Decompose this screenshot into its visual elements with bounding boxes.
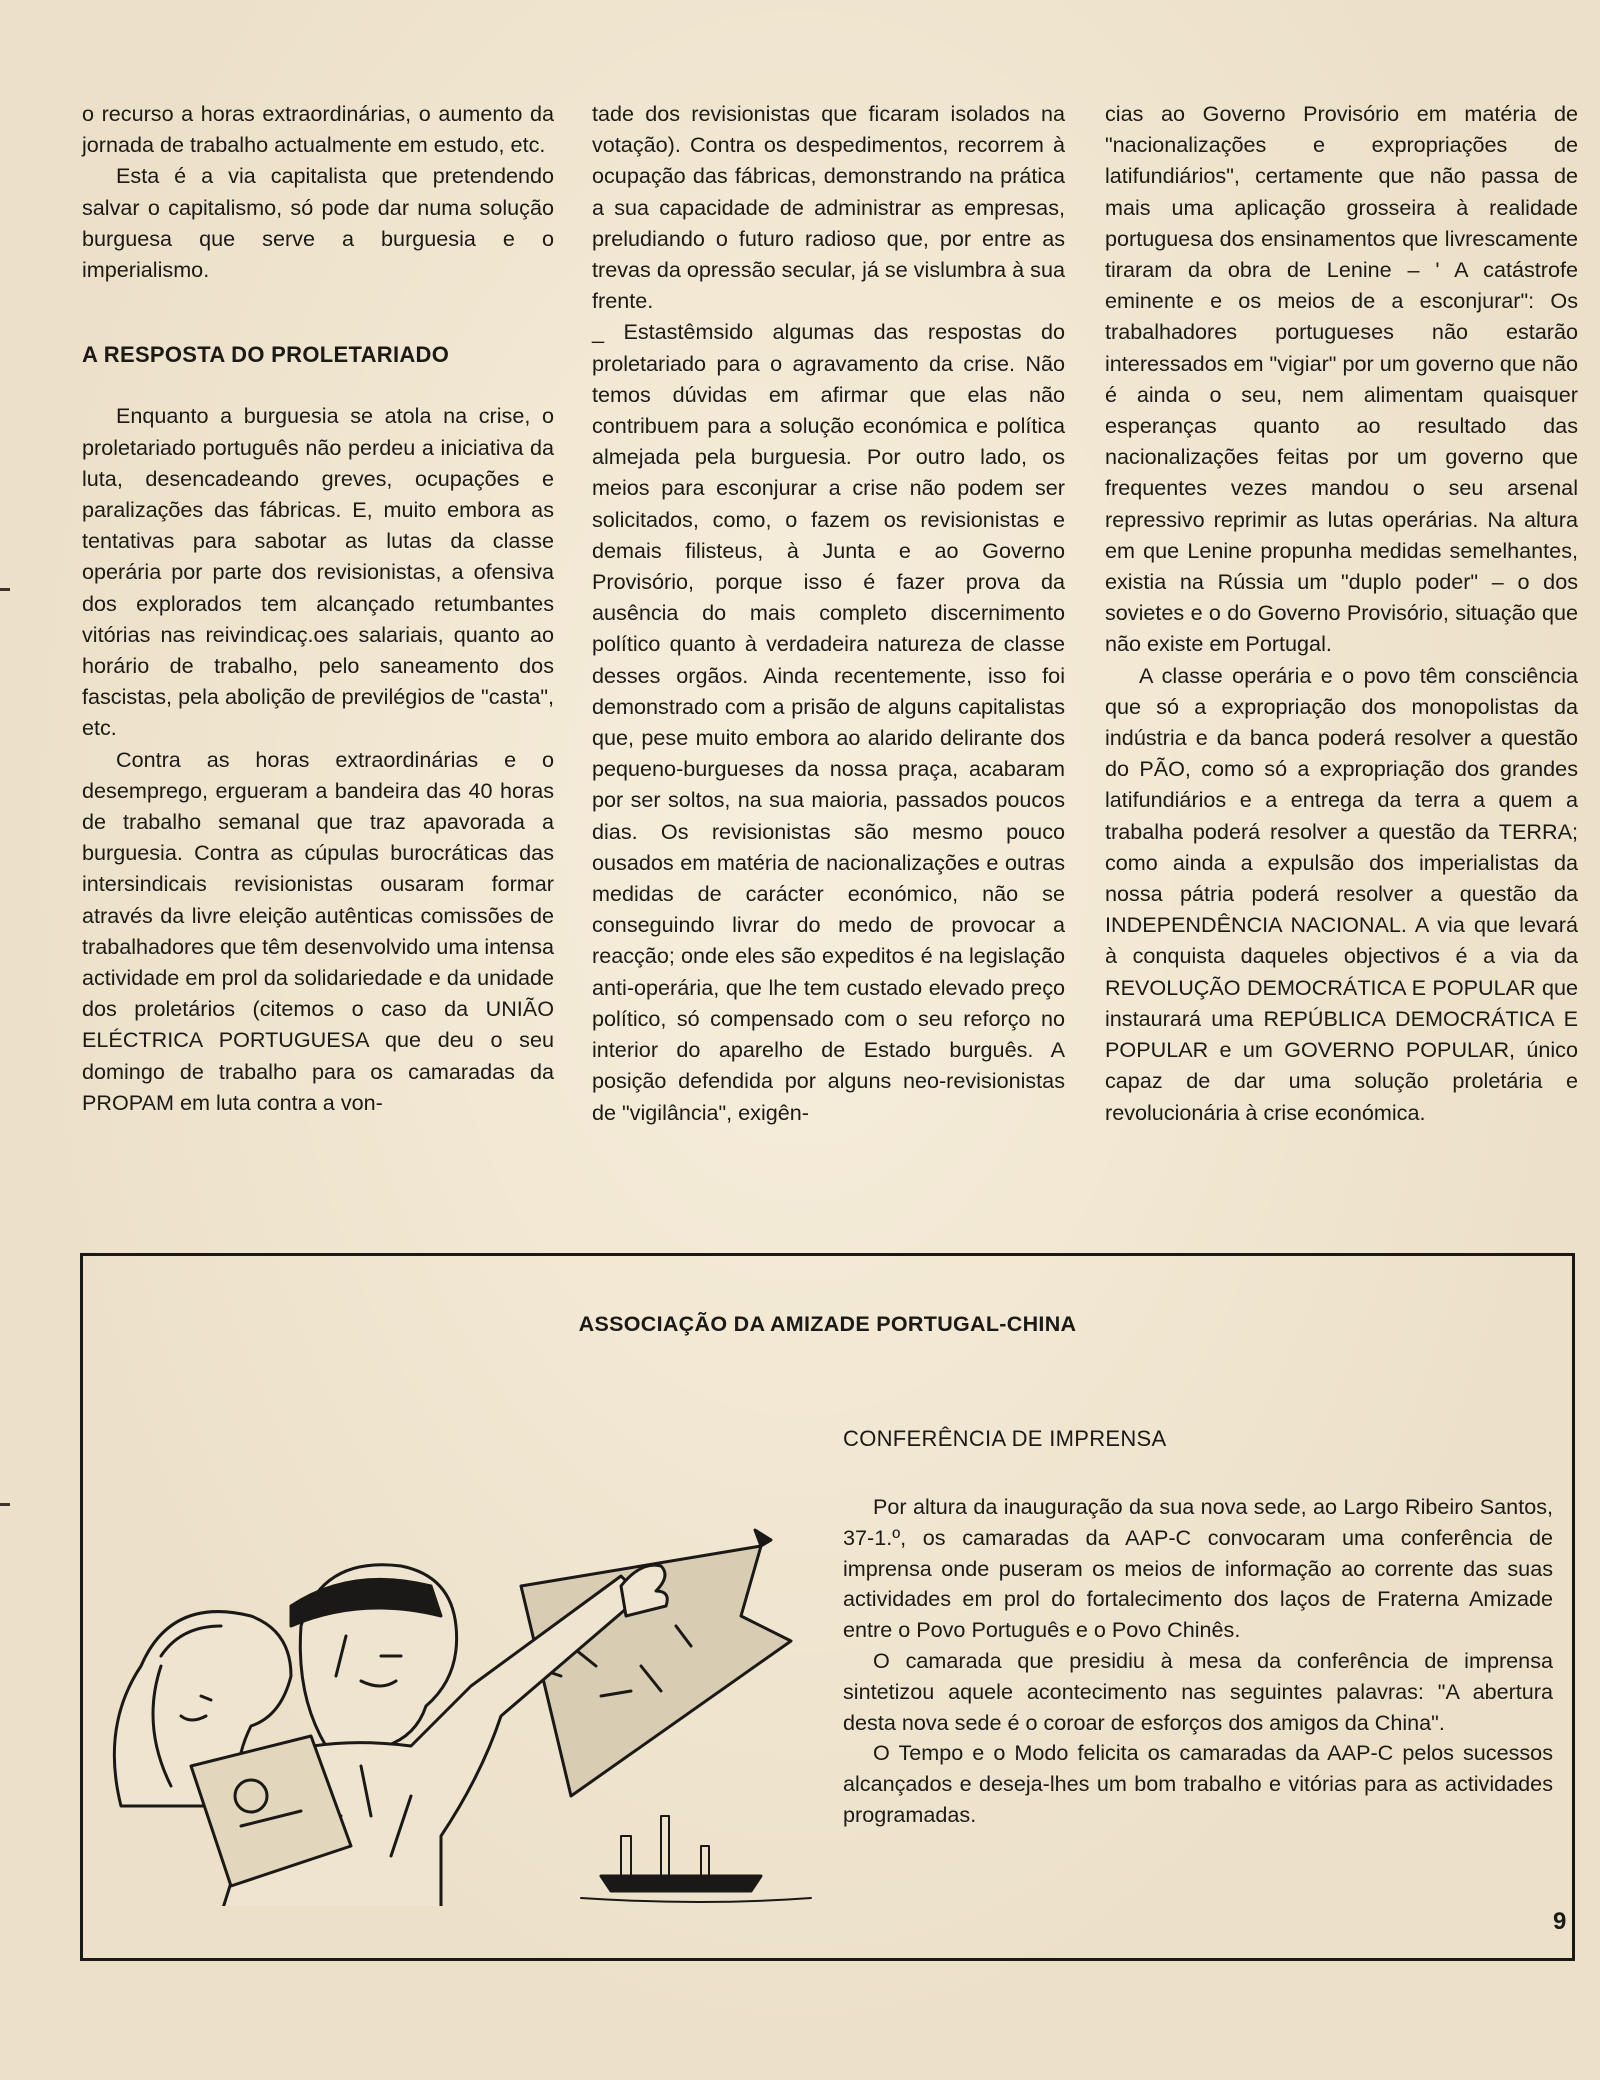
section-heading: A RESPOSTA DO PROLETARIADO [82, 342, 450, 368]
paragraph: Por altura da inauguração da sua nova sede, ao Largo Ribeiro Santos, 37-1.º, os camaradas da AAP-C convocaram uma conferência de imprensa onde puseram os meios de informação ao corrente das suas actividades em prol do fortalecimento dos laços de Fraterna Amizade entre o Povo Português e o Povo Chinês. [843, 1494, 1553, 1643]
page-number: 9 [1553, 1908, 1567, 1935]
paragraph: O Tempo e o Modo felicita os camaradas da AAP-C pelos sucessos alcançados e deseja-lhes um bom trabalho e vitórias para as actividades programadas. [843, 1740, 1553, 1827]
paragraph: tade dos revisionistas que ficaram isolados na votação). Contra os despedimentos, recorrem à ocupação das fábricas, demonstrando na prática a sua capacidade de administrar as empresas, preludiando o futuro radioso que, por entre as trevas da opressão secular, já se vislumbra à sua frente. [592, 101, 1065, 314]
paragraph: cias ao Governo Provisório em matéria de "nacionalizações e expropriações de latifundiários", certamente que não passa de mais uma aplicação grosseira à realidade portuguesa dos ensinamentos que livrescamente tiraram da obra de Lenine – ' A catástrofe eminente e os meios de a esconjurar": Os trabalhadores portugueses não estarão interessados em "vigiar" por um governo que não é ainda o seu, nem alimentam quaisquer esperanças quanto ao resultado das nacionalizações feitas por um governo que frequentes vezes mandou o seu arsenal repressivo reprimir as lutas operárias. Na altura em que Lenine propunha medidas semelhantes, existia na Rússia um "duplo poder" – o dos sovietes e o do Governo Provisório, situação que não existe em Portugal. [1105, 101, 1578, 657]
margin-mark [0, 1503, 10, 1506]
paragraph: Contra as horas extraordinárias e o desemprego, ergueram a bandeira das 40 horas de trabalho semanal que traz apavorada a burguesia. Contra as cúpulas burocráticas das intersindicais revisionistas ousaram formar através da livre eleição autênticas comissões de trabalhadores que têm desenvolvido uma intensa actividade em prol da solidariedade e da unidade dos proletários (citemos o caso da UNIÃO ELÉCTRICA PORTUGUESA que deu o seu domingo de trabalho para os camaradas da PROPAM em luta contra a von- [82, 746, 554, 1115]
text-column-2 [592, 98, 1065, 1128]
box-title: ASSOCIAÇÃO DA AMIZADE PORTUGAL-CHINA [578, 1312, 1077, 1336]
propaganda-illustration-icon [101, 1466, 821, 1906]
paragraph: Enquanto a burguesia se atola na crise, o proletariado português não perdeu a iniciativa da luta, desencadeando greves, ocupações e paralizações das fábricas. E, muito embora as tentativas para sabotar as lutas da classe operária por parte dos revisionistas, a ofensiva dos explorados tem alcançado retumbantes vitórias nas reivindicaç.oes salariais, quanto ao horário de trabalho, pelo saneamento dos fascistas, pela abolição de previlégios de "casta", etc. [82, 403, 554, 741]
paragraph: _ Estastêmsido algumas das respostas do proletariado para o agravamento da crise. Não temos dúvidas em afirmar que elas não contribuem para a solução económica e política almejada pela burguesia. Por outro lado, os meios para esconjurar a crise não podem ser solicitados, como, o fazem os revisionistas e demais filisteus, à Junta e ao Governo Provisório, porque isso é fazer prova da ausência do mais completo discernimento político quanto à verdadeira natureza de classe desses orgãos. Ainda recentemente, isso foi demonstrado com a prisão de alguns capitalistas que, pese muito embora ao alarido delirante dos pequeno-burgueses da nossa praça, acabaram por ser soltos, na sua maioria, passados poucos dias. Os revisionistas são mesmo pouco ousados em matéria de nacionalizações e outras medidas de carácter económico, não se conseguindo livrar do medo de provocar a reacção; onde eles são expeditos é na legislação anti-operária, que lhe tem custado elevado preço político, só compensado com o seu reforço no interior do aparelho de Estado burguês. A posição defendida por alguns neo-revisionistas de "vigilância", exigên- [592, 319, 1065, 1125]
text-column-3 [1105, 98, 1578, 1128]
announcement-box [80, 1253, 1575, 1961]
paragraph: o recurso a horas extraordinárias, o aumento da jornada de trabalho actualmente em estudo, etc. [82, 101, 554, 158]
margin-mark [0, 588, 10, 591]
paragraph: A classe operária e o povo têm consciência que só a expropriação dos monopolistas da indústria e da banca poderá resolver a questão do PÃO, como só a expropriação dos grandes latifundiários e a entrega da terra a quem a trabalha poderá resolver a questão da TERRA; como ainda a expulsão dos imperialistas da nossa pátria poderá resolver a questão da INDEPENDÊNCIA NACIONAL. A via que levará à conquista daqueles objectivos é a via da REVOLUÇÃO DEMOCRÁTICA E POPULAR que instaurará uma REPÚBLICA DEMOCRÁTICA E POPULAR e um GOVERNO POPULAR, único capaz de dar uma solução proletária e revolucionária à crise económica. [1105, 662, 1578, 1125]
text-column-1 [82, 98, 554, 1118]
paragraph: O camarada que presidiu à mesa da conferência de imprensa sintetizou aquele acontecimento nas seguintes palavras: "A abertura desta nova sede é o coroar de esforços dos amigos da China". [843, 1647, 1553, 1735]
paragraph: Esta é a via capitalista que pretendendo salvar o capitalismo, só pode dar numa solução burguesa que serve a burguesia e o imperialismo. [82, 163, 554, 283]
conference-title: CONFERÊNCIA DE IMPRENSA [843, 1426, 1167, 1451]
conference-body [843, 1492, 1553, 1831]
